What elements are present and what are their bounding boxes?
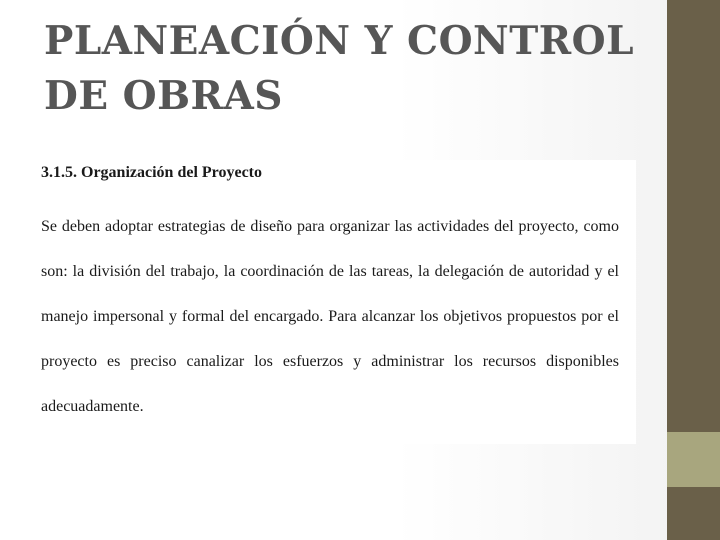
decorative-sidebar-accent [667, 432, 720, 487]
section-body: Se deben adoptar estrategias de diseño para organizar las actividades del proyecto, como son: la división del trabajo, la coordinación de las tareas, la delegación de autoridad y el manejo impersonal y formal del encargado. Para alcanzar los objetivos propuestos por el proyecto es preciso canalizar los esfuerzos y administrar los recursos disponibles adecuadamente. [41, 218, 619, 415]
document-excerpt [34, 160, 636, 444]
section-heading: 3.1.5. Organización del Proyecto [41, 164, 262, 181]
slide-title: PLANEACIÓN Y CONTROL DE OBRAS [44, 18, 635, 119]
